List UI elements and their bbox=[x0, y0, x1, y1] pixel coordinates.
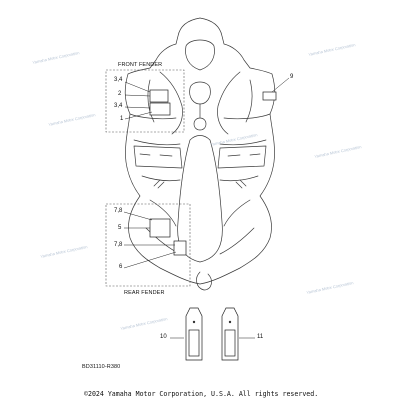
watermark-8: Yamaha Motor Corporation bbox=[119, 316, 168, 331]
rear-chevrons bbox=[154, 180, 246, 188]
diagram-code: BD31110-R380 bbox=[82, 364, 121, 370]
tag-label-11-inner bbox=[225, 330, 235, 356]
tag-label-10-inner bbox=[189, 330, 199, 356]
fender-outline bbox=[125, 18, 275, 284]
label-decal-9 bbox=[263, 92, 276, 100]
fender-inner-right bbox=[217, 72, 252, 134]
label-decal-1 bbox=[150, 103, 170, 115]
handlebar-area bbox=[190, 82, 211, 104]
copyright-notice: ©2024 Yamaha Motor Corporation, U.S.A. All rights reserved. bbox=[84, 390, 319, 398]
label-decal-6 bbox=[174, 241, 186, 255]
leader-34b bbox=[125, 107, 150, 108]
rear-right-detail bbox=[220, 200, 254, 254]
rear-bumper bbox=[197, 272, 212, 290]
label-decal-2 bbox=[150, 90, 168, 102]
tag-label-11-hole bbox=[229, 321, 231, 323]
callout-3-4-top: 3,4 bbox=[114, 77, 123, 83]
watermark-2: Yamaha Motor Corporation bbox=[47, 112, 96, 127]
front-fender-title: FRONT FENDER bbox=[118, 62, 163, 68]
leader-78a bbox=[124, 212, 152, 220]
watermark-3: Yamaha Motor Corporation bbox=[39, 244, 88, 259]
watermark-5: Yamaha Motor Corporation bbox=[307, 42, 356, 57]
watermark-1: Yamaha Motor Corporation bbox=[31, 50, 80, 65]
tag-label-10-hole bbox=[193, 321, 195, 323]
callout-1: 1 bbox=[120, 116, 124, 122]
left-footpanel bbox=[134, 146, 182, 181]
right-footpanel bbox=[218, 146, 266, 181]
callout-7-8-top: 7,8 bbox=[114, 208, 123, 214]
leader-6 bbox=[124, 252, 176, 268]
rear-fender-title: REAR FENDER bbox=[124, 290, 165, 296]
fender-top-contour bbox=[186, 40, 215, 70]
leader-34a bbox=[125, 82, 150, 92]
callout-2: 2 bbox=[118, 91, 122, 97]
steering-post bbox=[194, 104, 206, 130]
callout-5: 5 bbox=[118, 225, 122, 231]
label-decal-5 bbox=[150, 219, 170, 237]
left-shoulder bbox=[130, 114, 180, 145]
leader-2 bbox=[125, 95, 150, 96]
watermark-7: Yamaha Motor Corporation bbox=[305, 280, 354, 295]
callout-6: 6 bbox=[119, 264, 123, 270]
callout-10: 10 bbox=[160, 334, 167, 340]
callout-3-4-bottom: 3,4 bbox=[114, 103, 123, 109]
callout-11: 11 bbox=[257, 334, 264, 340]
watermark-6: Yamaha Motor Corporation bbox=[313, 144, 362, 159]
callout-7-8-bottom: 7,8 bbox=[114, 242, 123, 248]
callout-9: 9 bbox=[290, 74, 294, 80]
watermark-4: Yamaha Motor Corporation bbox=[209, 132, 258, 147]
